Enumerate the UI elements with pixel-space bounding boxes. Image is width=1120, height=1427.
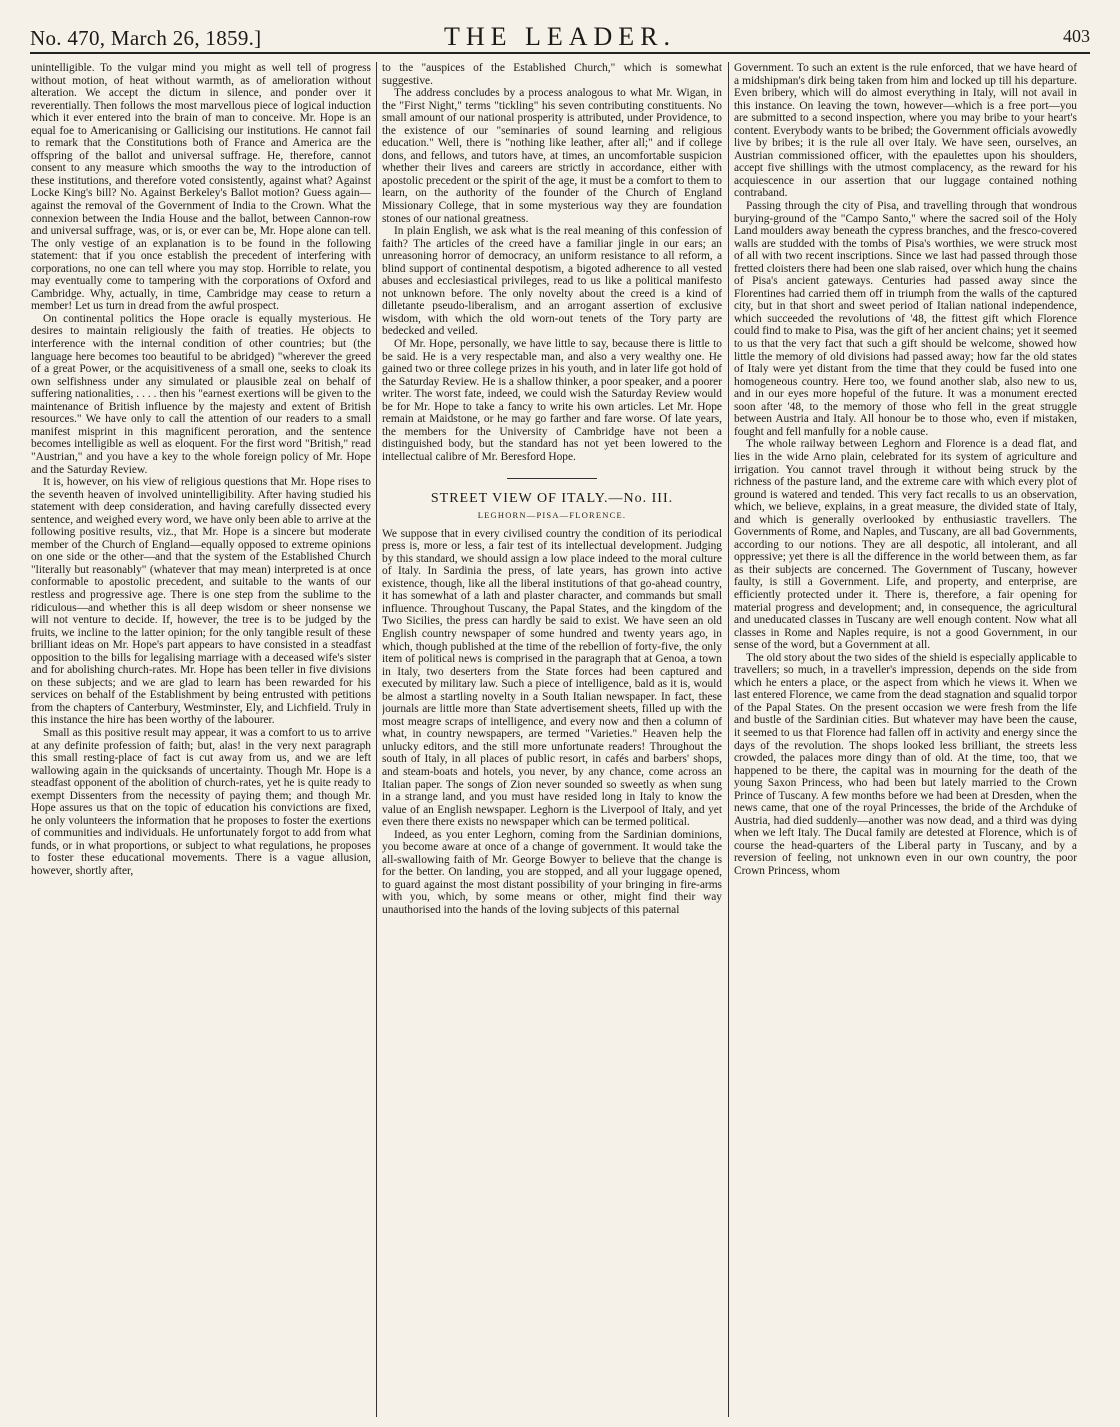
masthead: THE LEADER. <box>443 22 677 51</box>
paragraph: Government. To such an extent is the rule enforced, that we have heard of a midshipman's dirk being taken from him and locked up till his departure. Even bribery, which will do almost everything in Italy, will not avail in this instance. On leaving the town, however—which is a free port—you are submitted to a second inspection, where you may bribe to your heart's content. Everybody wants to be bribed; the Government officials avowedly live by bribes; it is the rule all over Italy. We have seen, ourselves, an Austrian commissioned officer, with the epaulettes upon his shoulders, accept five shillings with the utmost complacency, as the reward for his acquiescence in our assertion that our luggage contained nothing contraband. <box>734 62 1077 200</box>
issue-date: No. 470, March 26, 1859.] <box>30 26 262 50</box>
paragraph: The old story about the two sides of the shield is especially applicable to travellers; so much, in a traveller's impression, depends on the side from which he enters a place, or the aspect from which he views it. When we last entered Florence, we came from the dead stagnation and squalid torpor of the Papal States. On the present occasion we were fresh from the life and bustle of the Sardinian cities. But whatever may have been the cause, it seemed to us that Florence had fallen off in activity and energy since the days of the revolution. The shops looked less brilliant, the streets less crowded, the palaces more dingy than of old. At the time, too, that we happened to be there, the capital was in mourning for the death of the young Saxon Princess, who had been but lately married to the Crown Prince of Tuscany. A few months before we had been at Dresden, when the news came, that one of the royal Princesses, the bride of the Archduke of Austria, had died suddenly—another was now dead, and a third was dying when we left Italy. The Ducal family are detested at Florence, which is of course the head-quarters of the Liberal party in Tuscany, and by a reversion of feeling, not unknown even in our own country, the poor Crown Princess, whom <box>734 651 1077 877</box>
paragraph: In plain English, we ask what is the real meaning of this confession of faith? The articles of the creed have a familiar jingle in our ears; an unreasoning horror of democracy, an uniform resistance to all reform, a blind support of continental despotism, a bigoted adherence to all vested abuses and ecclesiastical privileges, read to us like a political manifesto not unknown before. The only novelty about the creed is a kind of dilletante pseudo-liberalism, and an arrogant assertion of exclusive wisdom, with which the old worn-out tenets of the Tory party are bedecked and veiled. <box>382 225 722 338</box>
column-rule <box>376 62 377 1417</box>
column-3 <box>734 62 1077 1417</box>
article-title: STREET VIEW OF ITALY.—No. III. <box>430 490 674 506</box>
paragraph: unintelligible. To the vulgar mind you might as well tell of progress without motion, of heat without warmth, as of amelioration without alteration. We accept the dictum in silence, and ponder over it reverentially. Then follows the most marvellous piece of logical induction which it ever entered into the brain of man to conceive. Mr. Hope is an equal foe to Americanising or Gallicising our institutions. He cannot fail to remark that the Constitutions both of France and America are the offspring of the ballot and universal suffrage. He, therefore, cannot consent to any measure which smooths the way to the introduction of these institutions, and therefore voted consistently, against what? Against Locke King's bill? No. Against Berkeley's Ballot motion? Guess again—against the removal of the Government of India to the Crown. What the connexion between the India House and the ballot, between Cannon-row and universal suffrage, was, or is, or ever can be, Mr. Hope alone can tell. The only vestige of an explanation is to be found in the following statement: that if you once establish the precedent of interfering with corporations, no one can tell where you may stop. Horrible to relate, you may eventually come to tampering with the corporations of Oxford and Cambridge. Why, actually, in time, Cambridge may cease to return a member! Let us turn in dread from the awful prospect. <box>31 62 371 313</box>
paragraph: The whole railway between Leghorn and Florence is a dead flat, and lies in the wide Arno plain, celebrated for its system of agriculture and irrigation. You cannot travel through it without being struck by the richness of the pasture land, and the extreme care with which every plot of ground is watered and tended. This very fact recalls to us an observation, which, we believe, explains, in a great measure, the divided state of Italy, and which is generally overlooked by enthusiastic travellers. The Governments of Rome, and Naples, and Tuscany, are all bad Governments, according to our notions. They are all despotic, all intolerant, and all oppressive; yet there is all the difference in the world between them, as far as their subjects are concerned. The Government of Tuscany, however faulty, is still a Government. Life, and property, and enterprise, are efficiently protected under it. There is, therefore, a fair opening for material progress and development; and, in consequence, the agricultural and uneducated classes in Tuscany are well enough content. Now what all classes in Rome and Naples require, is not a good Government, in our sense of the word, but a Government at all. <box>734 438 1077 652</box>
column-rule <box>728 62 729 1417</box>
paragraph: We suppose that in every civilised country the condition of its periodical press is, more or less, a fair test of its intellectual development. Judging by this standard, we should assign a low place indeed to the moral culture of Italy. In Sardinia the press, of late years, has grown into active existence, though, like all the liberal institutions of that go-ahead country, it has somewhat of a lath and plaster character, and commands but small influence. Throughout Tuscany, the Papal States, and the kingdom of the Two Sicilies, the press can hardly be said to exist. We have seen an old English country newspaper of some hundred and twenty years ago, in which, though published at the time of the rebellion of forty-five, the only item of political news is comprised in the paragraph that at Genoa, a town in Italy, two deserters from the State forces had been captured and executed by military law. Such a piece of intelligence, bald as it is, would be almost a startling novelty in a South Italian newspaper. In fact, these journals are little more than State advertisement sheets, filled up with the most meagre scraps of intelligence, and every now and then a column of what, in country newspapers, are termed "Varieties." Heaven help the unlucky editors, and the still more unfortunate readers! Throughout the south of Italy, in all places of public resort, in cafés and barbers' shops, and steam-boats and hotels, you never, by any chance, come across an Italian paper. The songs of Zion never sounded so sweetly as when sung in a strange land, and you must have resided long in Italy to know the value of an English newspaper. Leghorn is the Liverpool of Italy, and yet even there there exists no newspaper which can be termed political. <box>382 527 722 829</box>
page-number: 403 <box>1063 26 1090 46</box>
paragraph: Indeed, as you enter Leghorn, coming from the Sardinian dominions, you become aware at once of a change of government. It would take the all-swallowing faith of Mr. George Bowyer to believe that the change is for the better. On landing, you are stopped, and all your luggage opened, to guard against the most distant possibility of your bringing in fire-arms with you, which, by some means or other, might find their way unauthorised into the hands of the loving subjects of this paternal <box>382 828 722 916</box>
paragraph: On continental politics the Hope oracle is equally mysterious. He desires to maintain religiously the faith of treaties. He objects to interference with the internal condition of other countries; but (the language here becomes too beautiful to be abridged) "wherever the greed of a great Power, or the acquisitiveness of a small one, seeks to cloak its own selfishness under any simulated or plausible zeal on behalf of suffering nationalities, . . . . then his "earnest exertions will be given to the maintenance of British influence by the majesty and extent of British resources." We have only to call the attention of our readers to a small manifest misprint in this magnificent peroration, and the sentence becomes intelligible as well as eloquent. For the first word "British," read "Austrian," and you have a key to the whole foreign policy of Mr. Hope and the Saturday Review. <box>31 312 371 476</box>
paragraph: to the "auspices of the Established Church," which is somewhat suggestive. <box>382 62 722 87</box>
paragraph: Passing through the city of Pisa, and travelling through that wondrous burying-ground of the "Campo Santo," where the sacred soil of the Holy Land moulders away beneath the cypress branches, and the fresco-covered walls are studded with the tombs of Pisa's worthies, we were struck most of all with two recent inscriptions. Since we last had passed through those fretted cloisters there had been one slab raised, over which hung the chains of Pisa's ancient gateways. Centuries had passed away since the Florentines had carried them off in triumph from the walls of the captured city, but in that short and sweet period of Italian national independence, which succeeded the revolutions of '48, the fittest gift which Florence could find to make to Pisa, was the gift of her ancient chains; yet it seemed to us that the very fact that such a gift should be welcome, showed how little the memory of old divisions had passed away; how far the old states of Italy were yet distant from the time that they could be fused into one homogeneous country. Here too, we found another slab, also new to us, and in our eyes more hopeful of the future. It was a monument erected soon after '48, to the memory of those who fell in the great struggle between Austria and Italy. All honour be to those who, even if mistaken, fought and fell manfully for a noble cause. <box>734 200 1077 438</box>
article-subtitle: LEGHORN—PISA—FLORENCE. <box>477 510 627 521</box>
column-2 <box>382 62 722 1417</box>
page-header <box>30 22 1090 54</box>
paragraph: It is, however, on his view of religious questions that Mr. Hope rises to the seventh heaven of involved unintelligibility. After having studied his statement with deep consideration, and having carefully dissected every sentence, and weighed every word, we have only been able to arrive at the following positive results, viz., that Mr. Hope is a sincere but moderate member of the Church of England—equally opposed to extreme opinions on one side or the other—and that the system of the Established Church "literally but reasonably" (whatever that may mean) interpreted is at once conformable to apostolic precedent, and suitable to the wants of our restless and progressive age. There is one step from the sublime to the ridiculous—and whether this is all deep wisdom or sheer nonsense we will not venture to decide. If, however, the tree is to be judged by the fruits, we incline to the latter opinion; for the only tangible result of these brilliant ideas on Mr. Hope's part appears to have consisted in a steadfast opposition to the bills for legalising marriage with a deceased wife's sister and for abolishing church-rates. Mr. Hope has been teller in five divisions on these subjects; and we are glad to learn has been rewarded for his services on behalf of the Establishment by being entrusted with petitions from the chapters of Canterbury, Westminster, Ely, and Lichfield. Truly in this instance the hire has been worthy of the labourer. <box>31 476 371 727</box>
column-1 <box>31 62 371 1417</box>
paragraph: Small as this positive result may appear, it was a comfort to us to arrive at any definite profession of faith; but, alas! in the very next paragraph this small resting-place of fact is cut away from us, and we are left wallowing again in the quicksands of uncertainty. Though Mr. Hope is a steadfast opponent of the abolition of church-rates, yet he is quite ready to exempt Dissenters from the necessity of paying them; and though Mr. Hope assures us that on the topic of education his convictions are fixed, he only volunteers the information that he proposes to foster the exertions of communities and individuals. He unfortunately forgot to add from what funds, or in what proportions, or subject to what regulations, he proposes to foster these educational movements. There is a vague allusion, however, shortly after, <box>31 726 371 877</box>
paragraph: Of Mr. Hope, personally, we have little to say, because there is little to be said. He is a very respectable man, and also a very wealthy one. He gained two or three college prizes in his youth, and in later life got hold of the Saturday Review. He is a shallow thinker, a poor speaker, and a poorer writer. The worst fate, indeed, we could wish the Saturday Review would be for Mr. Hope to take a fancy to write his own articles. Let Mr. Hope remain at Maidstone, or he may go farther and fare worse. Of late years, the members for the University of Cambridge have not been a distinguished body, but the standard has not yet been lowered to the intellectual calibre of Mr. Beresford Hope. <box>382 338 722 463</box>
section-divider <box>507 478 597 479</box>
paragraph: The address concludes by a process analogous to what Mr. Wigan, in the "First Night," terms "tickling" his seven contributing constituents. No small amount of our national prosperity is attributed, under Providence, to the existence of our "seminaries of sound learning and religious education." Well, there is "nothing like leather, after all;" and if college dons, and fellows, and tutors have, at times, an uncomfortable suspicion whether their lives and careers are strictly in accordance, either with apostolic precedent or the spirit of the age, it must be a comfort to them to learn, on the authority of the founder of the Church of England Missionary College, that in some mysterious way they are foundation stones of our national greatness. <box>382 87 722 225</box>
